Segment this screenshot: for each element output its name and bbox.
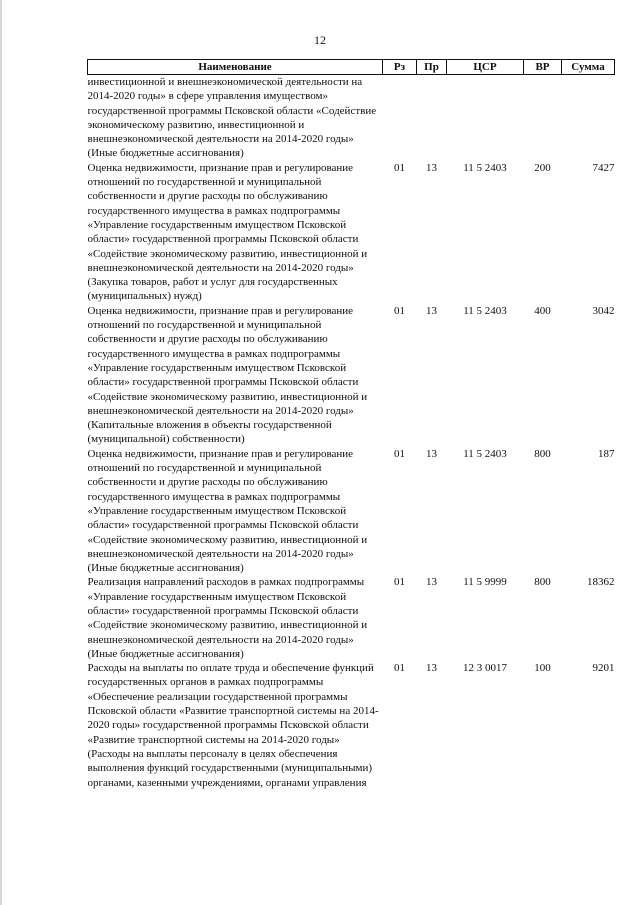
row-name: Оценка недвижимости, признание прав и регулирование отношений по государственной и муниципальной собственности и другие расходы по обслуживанию государственного имущества в рамках подпрограммы «Управление государственным имуществом Псковской области» государственной программы Псковской области «Содействие экономическому развитию, инвестиционной и внешнеэкономической деятельности на 2014-2020 годы» (Капитальные вложения в объекты государственной (муниципальной) собственности) xyxy=(87,304,368,446)
row-vr xyxy=(524,75,562,161)
header-row xyxy=(88,60,615,75)
table-row xyxy=(88,304,615,447)
row-vr: 800 xyxy=(534,447,551,460)
table-row xyxy=(88,575,615,661)
table-row xyxy=(88,75,615,161)
row-sum: 7427 xyxy=(592,161,615,174)
row-pr: 13 xyxy=(426,304,437,317)
row-vr: 400 xyxy=(534,304,551,317)
row-rz: 01 xyxy=(394,304,405,317)
row-rz: 01 xyxy=(394,447,405,460)
row-sum: 9201 xyxy=(592,662,615,675)
row-sum: 18362 xyxy=(587,576,615,589)
row-name: Оценка недвижимости, признание прав и регулирование отношений по государственной и муниципальной собственности и другие расходы по обслуживанию государственного имущества в рамках подпрограммы «Управление государственным имуществом Псковской области» государственной программы Псковской области «Содействие экономическому развитию, инвестиционной и внешнеэкономической деятельности на 2014-2020 годы» (Закупка товаров, работ и услуг для государственных (муниципальных) нужд) xyxy=(87,161,368,303)
header-rz: Рз xyxy=(383,60,417,75)
row-vr: 800 xyxy=(534,576,551,589)
row-name: Расходы на выплаты по оплате труда и обеспечение функций государственных органов в рамках подпрограммы «Обеспечение реализации государственной программы Псковской области «Развитие транспортной системы на 2014-2020 годы» государственной программы Псковской области «Развитие транспортной системы на 2014-2020 годы» (Расходы на выплаты персоналу в целях обеспечения выполнения функций государственными (муниципальными) органами, казенными учреждениями, органами управления xyxy=(87,662,379,789)
row-pr xyxy=(417,75,447,161)
header-pr: Пр xyxy=(417,60,447,75)
header-sum: Сумма xyxy=(562,60,615,75)
row-vr: 100 xyxy=(534,662,551,675)
row-name: Оценка недвижимости, признание прав и регулирование отношений по государственной и муниципальной собственности и другие расходы по обслуживанию государственного имущества в рамках подпрограммы «Управление государственным имуществом Псковской области» государственной программы Псковской области «Содействие экономическому развитию, инвестиционной и внешнеэкономической деятельности на 2014-2020 годы» (Иные бюджетные ассигнования) xyxy=(87,447,368,575)
row-pr: 13 xyxy=(426,161,437,174)
row-csr: 11 5 2403 xyxy=(463,161,507,174)
header-vr: ВР xyxy=(524,60,562,75)
row-pr: 13 xyxy=(426,576,437,589)
page-number: 12 xyxy=(314,33,326,47)
row-sum: 3042 xyxy=(592,304,615,317)
row-vr: 200 xyxy=(534,161,551,174)
row-sum xyxy=(562,75,615,161)
header-name: Наименование xyxy=(88,60,383,75)
row-csr: 11 5 2403 xyxy=(463,447,507,460)
row-csr xyxy=(447,75,524,161)
row-pr: 13 xyxy=(426,662,437,675)
table-row xyxy=(88,161,615,304)
budget-table xyxy=(87,59,615,790)
row-csr: 11 5 9999 xyxy=(463,576,507,589)
scan-edge xyxy=(0,0,2,905)
table-row xyxy=(88,447,615,576)
row-rz: 01 xyxy=(394,662,405,675)
row-csr: 11 5 2403 xyxy=(463,304,507,317)
row-rz: 01 xyxy=(394,161,405,174)
table-header xyxy=(88,60,615,75)
table-body xyxy=(88,75,615,790)
table-row xyxy=(88,661,615,790)
row-name: Реализация направлений расходов в рамках подпрограммы «Управление государственным имуществом Псковской области» государственной программы Псковской области «Содействие экономическому развитию, инвестиционной и внешнеэкономической деятельности на 2014-2020 годы» (Иные бюджетные ассигнования) xyxy=(87,576,368,660)
row-csr: 12 3 0017 xyxy=(463,662,507,675)
header-csr: ЦСР xyxy=(447,60,524,75)
row-pr: 13 xyxy=(426,447,437,460)
row-rz: 01 xyxy=(394,576,405,589)
row-rz xyxy=(383,75,417,161)
row-name: инвестиционной и внешнеэкономической деятельности на 2014-2020 годы» в сфере управления имуществом» государственной программы Псковской области «Содействие экономическому развитию, инвестиционной и внешнеэкономической деятельности на 2014-2020 годы» (Иные бюджетные ассигнования) xyxy=(87,76,377,160)
row-sum: 187 xyxy=(598,447,615,460)
